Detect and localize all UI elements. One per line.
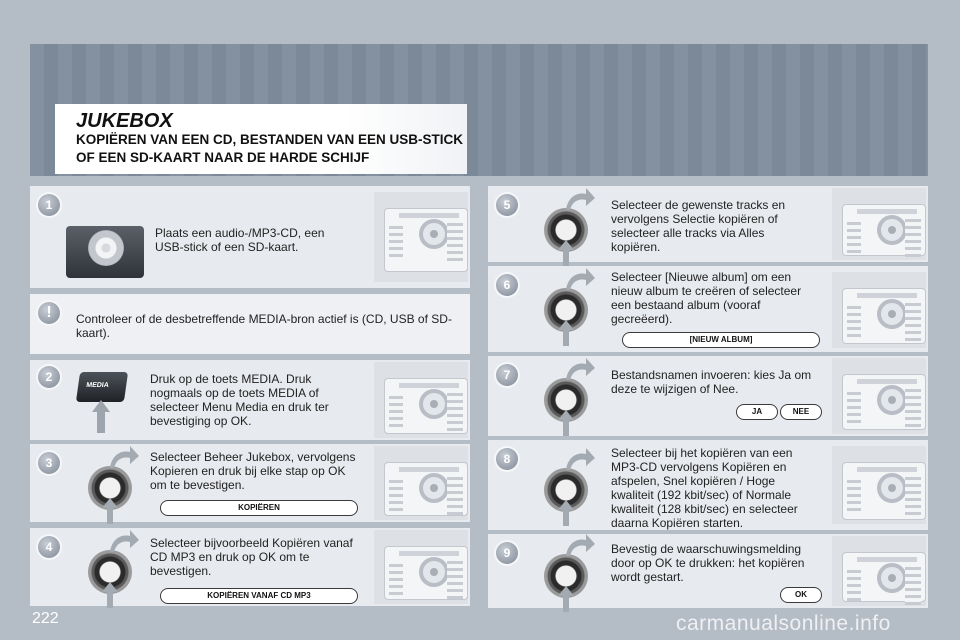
rotary-dial-image <box>536 266 606 346</box>
radio-unit-image <box>832 188 926 260</box>
kopieren-button[interactable]: KOPIËREN <box>160 500 358 516</box>
page-subtitle: KOPIËREN VAN EEN CD, BESTANDEN VAN EEN USB-STICK OF EEN SD-KAART NAAR DE HARDE SCHIJF <box>76 132 464 165</box>
push-arrow-shaft <box>97 411 105 433</box>
radio-unit-image <box>832 446 926 524</box>
ja-button[interactable]: JA <box>736 404 778 420</box>
step-1-number: 1 <box>38 194 60 216</box>
step-8-number: 8 <box>496 448 518 470</box>
cd-disc-icon <box>88 230 124 266</box>
push-arrow-icon <box>558 410 574 436</box>
nee-button[interactable]: NEE <box>780 404 822 420</box>
rotary-dial-image <box>536 532 606 612</box>
push-arrow-icon <box>558 500 574 526</box>
push-arrow-icon <box>102 582 118 608</box>
step-6-number: 6 <box>496 274 518 296</box>
rotary-dial-image <box>536 446 606 526</box>
media-key <box>76 372 128 402</box>
rotary-dial-image <box>536 356 606 436</box>
step-9-text: Bevestig de waarschuwingsmelding door op OK te drukken: het kopiëren wordt gestart. <box>611 542 805 584</box>
step-9-number: 9 <box>496 542 518 564</box>
rotate-arrow-icon <box>564 266 596 292</box>
radio-unit-image <box>374 446 468 520</box>
step-4-number: 4 <box>38 536 60 558</box>
step-2-text: Druk op de toets MEDIA. Druk nogmaals op de toets MEDIA of selecteer Menu Media en druk ter bevestiging op OK. <box>150 372 329 428</box>
rotate-arrow-icon <box>108 528 140 554</box>
push-arrow-icon <box>558 586 574 612</box>
rotate-arrow-icon <box>564 446 596 472</box>
page-number: 222 <box>32 610 59 627</box>
media-key-label: MEDIA <box>85 382 110 389</box>
step-7-number: 7 <box>496 364 518 386</box>
rotary-dial-image <box>80 528 150 608</box>
rotate-arrow-icon <box>564 356 596 382</box>
nieuw-album-button[interactable]: [NIEUW ALBUM] <box>622 332 820 348</box>
step-6-text: Selecteer [Nieuwe album] om een nieuw album te creëren of selecteer een bestaand album (vooraf gecreëerd). <box>611 270 802 326</box>
radio-unit-image <box>832 358 926 434</box>
kopieren-vanaf-cd-mp3-button[interactable]: KOPIËREN VANAF CD MP3 <box>160 588 358 604</box>
ok-button[interactable]: OK <box>780 587 822 603</box>
step-5-number: 5 <box>496 194 518 216</box>
rotate-arrow-icon <box>564 186 596 212</box>
step-3-text: Selecteer Beheer Jukebox, vervolgens Kopieren en druk bij elke stap op OK om te bevestigen. <box>150 450 356 492</box>
watermark: carmanualsonline.info <box>676 612 891 635</box>
radio-unit-image <box>374 362 468 438</box>
step-3-number: 3 <box>38 452 60 474</box>
warning-icon: ! <box>38 302 60 324</box>
push-arrow-icon <box>558 320 574 346</box>
rotate-arrow-icon <box>108 444 140 470</box>
rotate-arrow-icon <box>564 532 596 558</box>
radio-unit-image <box>374 530 468 604</box>
rotary-dial-image <box>80 444 150 524</box>
radio-unit-image <box>832 536 926 606</box>
page-title: JUKEBOX <box>76 110 173 132</box>
radio-unit-image <box>832 272 926 348</box>
cd-player-image <box>66 226 144 278</box>
step-8-text: Selecteer bij het kopiëren van een MP3-CD vervolgens Kopiëren en afspelen, Snel kopiëren / Hoge kwaliteit (192 kbit/sec) of Normale kwaliteit (128 kbit/sec) en selecteer daarna Kopiëren starten. <box>611 446 798 530</box>
push-arrow-icon <box>558 240 574 266</box>
push-arrow-icon <box>102 498 118 524</box>
rotary-dial-image <box>536 186 606 266</box>
step-2-number: 2 <box>38 366 60 388</box>
step-4-text: Selecteer bijvoorbeeld Kopiëren vanaf CD MP3 en druk op OK om te bevestigen. <box>150 536 353 578</box>
radio-unit-image <box>374 192 468 282</box>
step-7-text: Bestandsnamen invoeren: kies Ja om deze te wijzigen of Nee. <box>611 368 812 396</box>
warning-text: Controleer of de desbetreffende MEDIA-bron actief is (CD, USB of SD-kaart). <box>76 312 452 340</box>
step-1-text: Plaats een audio-/MP3-CD, een USB-stick of een SD-kaart. <box>155 226 325 254</box>
step-5-text: Selecteer de gewenste tracks en vervolgens Selectie kopiëren of selecteer alle tracks via Alles kopiëren. <box>611 198 786 254</box>
